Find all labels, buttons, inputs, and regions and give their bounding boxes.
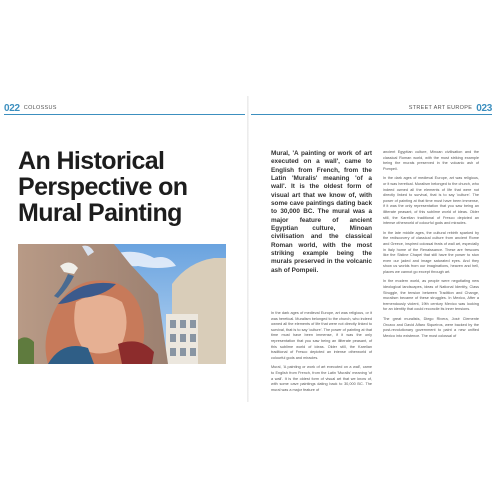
body-paragraph: In the late middle ages, the cultural rebirth sparked by the rediscovery of classical culture from ancient Rome and Greece, inspired colossal feats of wall art, especially in Italy home of the Renaissance. These are frescoes like the Sistine Chapel that still have the power to stun even our jaded and image saturated eyes. And they show us worlds from our imaginations, heaven and hell, places we cannot go except through art. (383, 230, 479, 274)
body-paragraph: Mural, 'A painting or work of art executed on a wall', came to English from French, from the Latin 'Muralis' meaning 'of a wall'. It is the oldest form of visual art that we know of, with some cave paintings dating back to 30,000 BC. The mural was a major feature of (271, 365, 372, 392)
body-column-right (383, 150, 479, 343)
right-section-name: STREET ART EUROPE (408, 105, 473, 111)
left-header-rule (4, 114, 245, 115)
right-page-header (409, 103, 492, 113)
right-page-number: 023 (476, 102, 492, 114)
body-column-left (271, 311, 372, 397)
mural-photo (18, 244, 226, 364)
book-gutter (247, 96, 249, 402)
title-line-2: Perspective on (18, 173, 188, 201)
body-paragraph: In the modern world, as people were negotiating new ideological landscapes, ideas of National Identity, Class Struggle, the tension between Tradition and Change, muralism became of these struggles. In Mexico, After a tremendously violent, 19th century Mexico was looking for an identity that could reconcile its inner tensions. (383, 279, 479, 312)
left-page-number: 022 (4, 102, 20, 114)
title-line-3: Mural Painting (18, 199, 182, 227)
title-line-1: An Historical (18, 147, 165, 175)
left-page-header (4, 103, 57, 113)
body-paragraph: In the dark ages of medieval Europe, art was religious, or it was heretical. Muralism belonged to the church, who indeed owned all the elements of life that were not directly linked to survival, that is to say 'culture'. The power of painting at that time must have been immense, if it was the only representation that you saw being an illiterate peasant, of this sublime world of ideas. Older still, the Karelian traditional of Fresco depicted an intense otherworld of colourful gods and miracles. (271, 311, 372, 360)
body-paragraph: ancient Egyptian culture, Minoan civilisation and the classical Roman world, with the most striking example being the murals preserved in the volcanic ash of Pompeii. (383, 150, 479, 171)
body-paragraph: The great muralists, Diego Rivera, José Clemente Orozco and David Alfaro Siqueiros, were backed by the post-revolutionary government to paint a new unified Mexico into existence. The most colossal of (383, 317, 479, 338)
article-title (18, 148, 243, 226)
left-section-name: COLOSSUS (23, 105, 57, 111)
body-paragraph: In the dark ages of medieval Europe, art was religious, or it was heretical. Muralism belonged to the church, who indeed owned all the elements of life that were not directly linked to survival, that is to say 'culture'. The power of painting at that time must have been immense, if it was the only representation that you saw being an illiterate peasant, of this sublime world of ideas. Older still, the Karelian traditional of Fresco depicted an intense otherworld of colourful gods and miracles. (383, 176, 479, 226)
lead-paragraph: Mural, 'A painting or work of art executed on a wall', came to English from French, from the Latin 'Muralis' meaning 'of a wall'. It is the oldest form of visual art that we know of, with some cave paintings dating back to 30,000 BC. The mural was a major feature of ancient Egyptian culture, Minoan civilisation and the classical Roman world, with the most striking example being the murals preserved in the volcanic ash of Pompeii. (271, 150, 372, 274)
right-header-rule (251, 114, 492, 115)
